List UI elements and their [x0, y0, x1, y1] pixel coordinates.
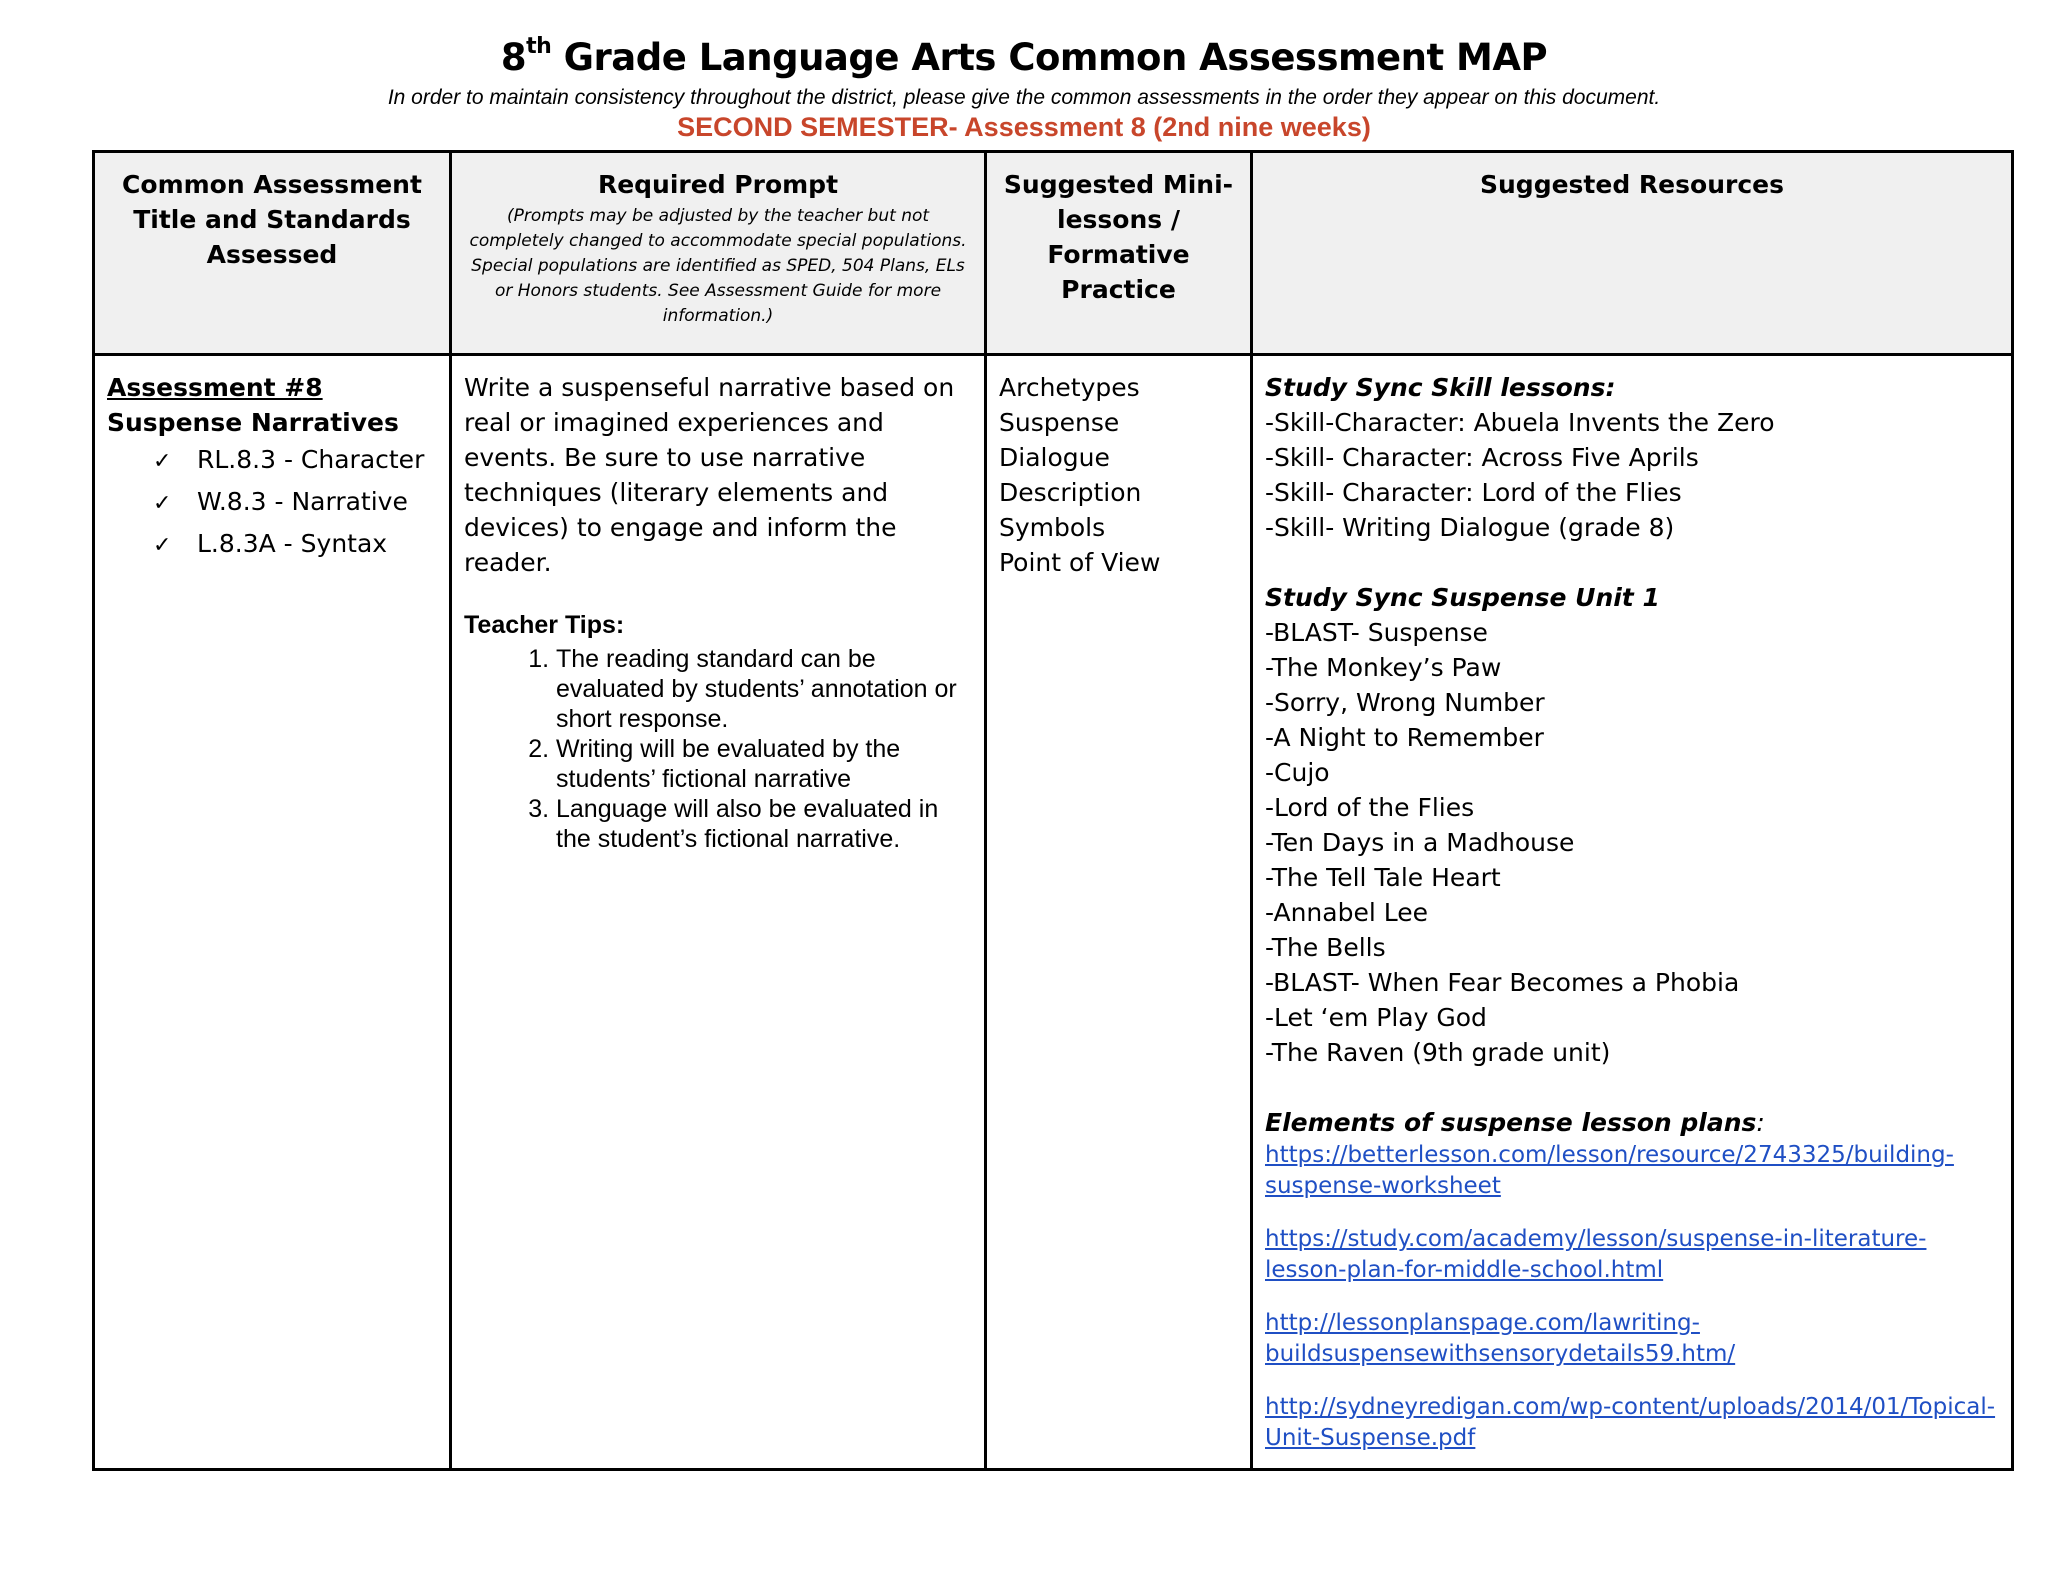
unit-item: -BLAST- Suspense [1265, 618, 1488, 647]
title-grade: 8 [500, 36, 527, 79]
assessment-map-table [92, 150, 2014, 1471]
unit-item: -The Monkey’s Paw [1265, 653, 1502, 682]
resource-link-lessonplanspage[interactable]: http://lessonplanspage.com/lawriting-buildsuspensewithsensorydetails59.htm/ [1265, 1310, 1736, 1367]
standards-list [107, 440, 437, 566]
mini-lesson-item: Archetypes [999, 373, 1140, 402]
skill-lesson-item: -Skill- Writing Dialogue (grade 8) [1265, 513, 1675, 542]
document-title [0, 33, 2048, 79]
unit-item: -Let ‘em Play God [1265, 1003, 1487, 1032]
header-title-standards: Common Assessment Title and Standards Assessed [94, 152, 451, 355]
spacer [1265, 1070, 1999, 1105]
teacher-tip: 1. The reading standard can be evaluated by students’ annotation or short response. [556, 644, 972, 734]
spacer [1265, 1370, 1999, 1392]
assessment-number: Assessment #8 [107, 373, 323, 402]
unit-item: -Sorry, Wrong Number [1265, 688, 1545, 717]
checkmark-icon: ✓ [153, 491, 172, 516]
prompt-text: Write a suspenseful narrative based on real or imagined experiences and events. Be sure to use narrative techniques (literary elements and devices) to engage and inform the reader. [464, 373, 955, 577]
mini-lesson-item: Dialogue [999, 443, 1110, 472]
header-required-prompt [451, 152, 986, 355]
standard-label: RL.8.3 - Character [197, 445, 425, 474]
header-required-prompt-label: Required Prompt [597, 170, 839, 199]
unit-item: -A Night to Remember [1265, 723, 1544, 752]
spacer [1265, 545, 1999, 580]
suspense-unit-heading: Study Sync Suspense Unit 1 [1265, 583, 1660, 612]
header-mini-lessons: Suggested Mini-lessons / Formative Practice [986, 152, 1252, 355]
lesson-plans-colon: : [1756, 1108, 1765, 1137]
spacer [1265, 1202, 1999, 1224]
mini-lesson-item: Suspense [999, 408, 1120, 437]
assessment-cell [94, 355, 451, 1470]
checkmark-icon: ✓ [153, 449, 172, 474]
unit-item: -Annabel Lee [1265, 898, 1428, 927]
resource-link-betterlesson[interactable]: https://betterlesson.com/lesson/resource/2743325/building-suspense-worksheet [1265, 1142, 1954, 1199]
skill-lessons-heading: Study Sync Skill lessons: [1265, 373, 1616, 402]
lesson-plans-heading [1265, 1105, 1999, 1140]
spacer [1265, 1286, 1999, 1308]
mini-lessons-cell [986, 355, 1252, 1470]
mini-lesson-item: Point of View [999, 548, 1161, 577]
title-text: Grade Language Arts Common Assessment MAP [551, 36, 1548, 79]
mini-lesson-item: Description [999, 478, 1142, 507]
unit-item: -BLAST- When Fear Becomes a Phobia [1265, 968, 1740, 997]
teacher-tip: 2. Writing will be evaluated by the students’ fictional narrative [556, 734, 972, 794]
resource-link-study[interactable]: https://study.com/academy/lesson/suspense-in-literature-lesson-plan-for-middle-school.html [1265, 1226, 1927, 1283]
standard-item [153, 482, 437, 524]
header-prompt-note: (Prompts may be adjusted by the teacher but not completely changed to accommodate special populations. Special populations are identified as SPED, 504 Plans, ELs or Honors students. See Assessment Guide for more information.) [469, 206, 967, 326]
title-superscript: th [526, 33, 552, 59]
mini-lessons-list [999, 370, 1238, 580]
teacher-tips-list [464, 644, 972, 854]
resources-cell [1252, 355, 2013, 1470]
unit-item: -The Raven (9th grade unit) [1265, 1038, 1611, 1067]
standard-label: W.8.3 - Narrative [197, 487, 408, 516]
header-resources: Suggested Resources [1252, 152, 2013, 355]
skill-lesson-item: -Skill- Character: Lord of the Flies [1265, 478, 1682, 507]
skill-lesson-item: -Skill- Character: Across Five Aprils [1265, 443, 1699, 472]
skill-lesson-item: -Skill-Character: Abuela Invents the Zero [1265, 408, 1775, 437]
checkmark-icon: ✓ [153, 533, 172, 558]
unit-item: -The Tell Tale Heart [1265, 863, 1501, 892]
standard-item [153, 524, 437, 566]
unit-item: -Cujo [1265, 758, 1330, 787]
standard-label: L.8.3A - Syntax [197, 529, 388, 558]
header-row [94, 152, 2013, 355]
lesson-plans-heading-text: Elements of suspense lesson plans [1265, 1108, 1757, 1137]
standard-item [153, 440, 437, 482]
semester-heading: SECOND SEMESTER- Assessment 8 (2nd nine weeks) [677, 112, 1371, 142]
prompt-cell [451, 355, 986, 1470]
unit-item: -Ten Days in a Madhouse [1265, 828, 1575, 857]
resource-link-sydneyredigan[interactable]: http://sydneyredigan.com/wp-content/uploads/2014/01/Topical-Unit-Suspense.pdf [1265, 1394, 1996, 1451]
teacher-tip: 3. Language will also be evaluated in the student’s fictional narrative. [556, 794, 972, 854]
teacher-tips-title: Teacher Tips: [464, 611, 625, 639]
assessment-name: Suspense Narratives [107, 408, 399, 437]
unit-item: -Lord of the Flies [1265, 793, 1475, 822]
document-subtitle: In order to maintain consistency throughout the district, please give the common assessments in the order they appear on this document. [387, 86, 1661, 109]
mini-lesson-item: Symbols [999, 513, 1106, 542]
unit-item: -The Bells [1265, 933, 1386, 962]
content-row [94, 355, 2013, 1470]
